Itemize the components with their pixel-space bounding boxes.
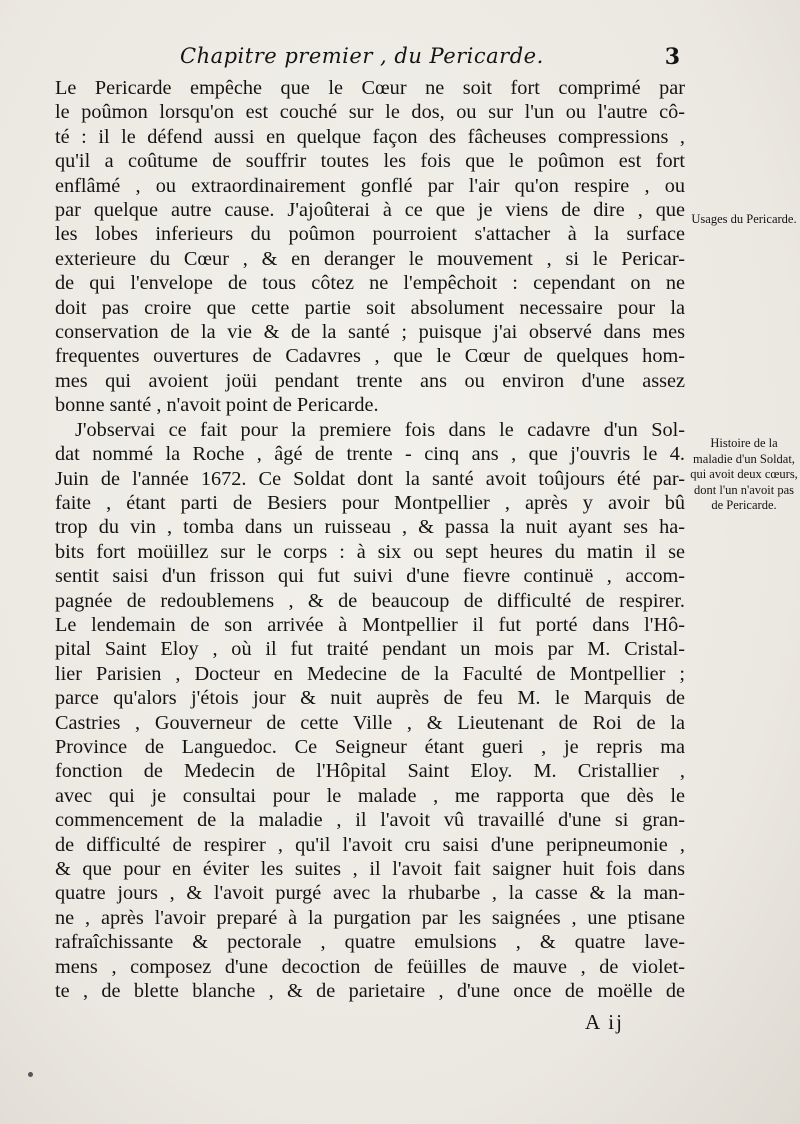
paragraph-soldier-case bbox=[55, 418, 685, 1004]
text-line: mes qui avoient joüi pendant trente ans ou environ d'une assez bbox=[55, 369, 685, 392]
text-line: doit pas croire que cette partie soit absolument necessaire pour la bbox=[55, 296, 685, 319]
margin-note-usages: Usages du Pericarde. bbox=[691, 212, 797, 226]
text-line: lier Parisien , Docteur en Medecine de la Faculté de Montpellier ; bbox=[55, 662, 685, 685]
text-line: de qui l'envelope de tous côtez ne l'empêchoit : cependant on ne bbox=[55, 272, 685, 295]
text-line: sentit saisi d'un frisson qui fut suivi d'une fievre continuë , accom- bbox=[55, 565, 685, 588]
text-line: trop du vin , tomba dans un ruisseau , & passa la nuit ayant ses ha- bbox=[55, 516, 685, 539]
text-line: bonne santé , n'avoit point de Pericarde. bbox=[55, 394, 379, 417]
text-line: les lobes inferieurs du poûmon pourroient s'attacher à la surface bbox=[55, 223, 685, 246]
text-line: mens , composez d'une decoction de feüilles de mauve , de violet- bbox=[55, 955, 685, 978]
text-line: conservation de la vie & de la santé ; puisque j'ai observé dans mes bbox=[55, 321, 685, 344]
text-line: fonction de Medecin de l'Hôpital Saint Eloy. M. Cristallier , bbox=[55, 760, 685, 783]
text-line: te , de blette blanche , & de parietaire , d'une once de moëlle de bbox=[55, 980, 685, 1003]
page-number: 3 bbox=[664, 44, 680, 70]
body-text bbox=[55, 76, 685, 1003]
text-line: bits fort moüillez sur le corps : à six ou sept heures du matin il se bbox=[55, 540, 685, 563]
text-line: pital Saint Eloy , où il fut traité pendant un mois par M. Cristal- bbox=[55, 638, 685, 661]
text-line: enflâmé , ou extraordinairement gonflé par l'air qu'on respire , ou bbox=[55, 174, 685, 197]
text-line: Le Pericarde empêche que le Cœur ne soit fort comprimé par bbox=[55, 77, 685, 99]
page-header bbox=[180, 44, 680, 74]
text-line: faite , étant parti de Besiers pour Montpellier , après y avoir bû bbox=[55, 491, 685, 514]
text-line: Juin de l'année 1672. Ce Soldat dont la santé avoit toûjours été par- bbox=[55, 467, 685, 490]
text-line: de difficulté de respirer , qu'il l'avoit cru saisi d'une peripneumonie , bbox=[55, 833, 685, 856]
text-line: quatre jours , & l'avoit purgé avec la rhubarbe , la casse & la man- bbox=[55, 882, 685, 905]
text-line: Le lendemain de son arrivée à Montpellier il fut porté dans l'Hô- bbox=[55, 613, 685, 636]
margin-note-histoire: Histoire de la maladie d'un Soldat, qui avoit deux cœurs, dont l'un n'avoit pas de Pericarde. bbox=[690, 436, 798, 512]
text-line: avec qui je consultai pour le malade , me rapporta que dès le bbox=[55, 784, 685, 807]
text-line: Province de Languedoc. Ce Seigneur étant gueri , je repris ma bbox=[55, 735, 685, 758]
text-line: exterieure du Cœur , & en deranger le mouvement , si le Pericar- bbox=[55, 247, 685, 270]
text-line: qu'il a coûtume de souffrir toutes les fois que le poûmon est fort bbox=[55, 150, 685, 173]
text-line: & que pour en éviter les suites , il l'avoit fait saigner huit fois dans bbox=[55, 858, 685, 880]
ink-speck bbox=[28, 1072, 33, 1077]
text-line: rafraîchissante & pectorale , quatre emulsions , & quatre lave- bbox=[55, 931, 685, 954]
text-line: pagnée de redoublemens , & de beaucoup de difficulté de respirer. bbox=[55, 589, 685, 612]
text-line: par quelque autre cause. J'ajoûterai à ce que je viens de dire , que bbox=[55, 199, 685, 222]
text-line: té : il le défend aussi en quelque façon des fâcheuses compressions , bbox=[55, 125, 685, 148]
text-line: J'observai ce fait pour la premiere fois dans le cadavre d'un Sol- bbox=[75, 418, 685, 441]
text-line: Castries , Gouverneur de cette Ville , & Lieutenant de Roi de la bbox=[55, 711, 685, 734]
text-line: commencement de la maladie , il l'avoit vû travaillé d'une si gran- bbox=[55, 809, 685, 832]
signature-mark: A ij bbox=[585, 1010, 624, 1034]
text-line: dat nommé la Roche , âgé de trente - cinq ans , que j'ouvris le 4. bbox=[55, 443, 685, 466]
text-line: parce qu'alors j'étois jour & nuit auprès de feu M. le Marquis de bbox=[55, 687, 685, 710]
text-line: frequentes ouvertures de Cadavres , que le Cœur de quelques hom- bbox=[55, 345, 685, 368]
paragraph-pericarde-usage bbox=[55, 76, 685, 418]
text-line: le poûmon lorsqu'on est couché sur le dos, ou sur l'un ou l'autre cô- bbox=[55, 101, 685, 124]
text-line: ne , après l'avoir preparé à la purgation par les saignées , une ptisane bbox=[55, 906, 685, 929]
running-head: Chapitre premier , du Pericarde. bbox=[180, 44, 544, 68]
